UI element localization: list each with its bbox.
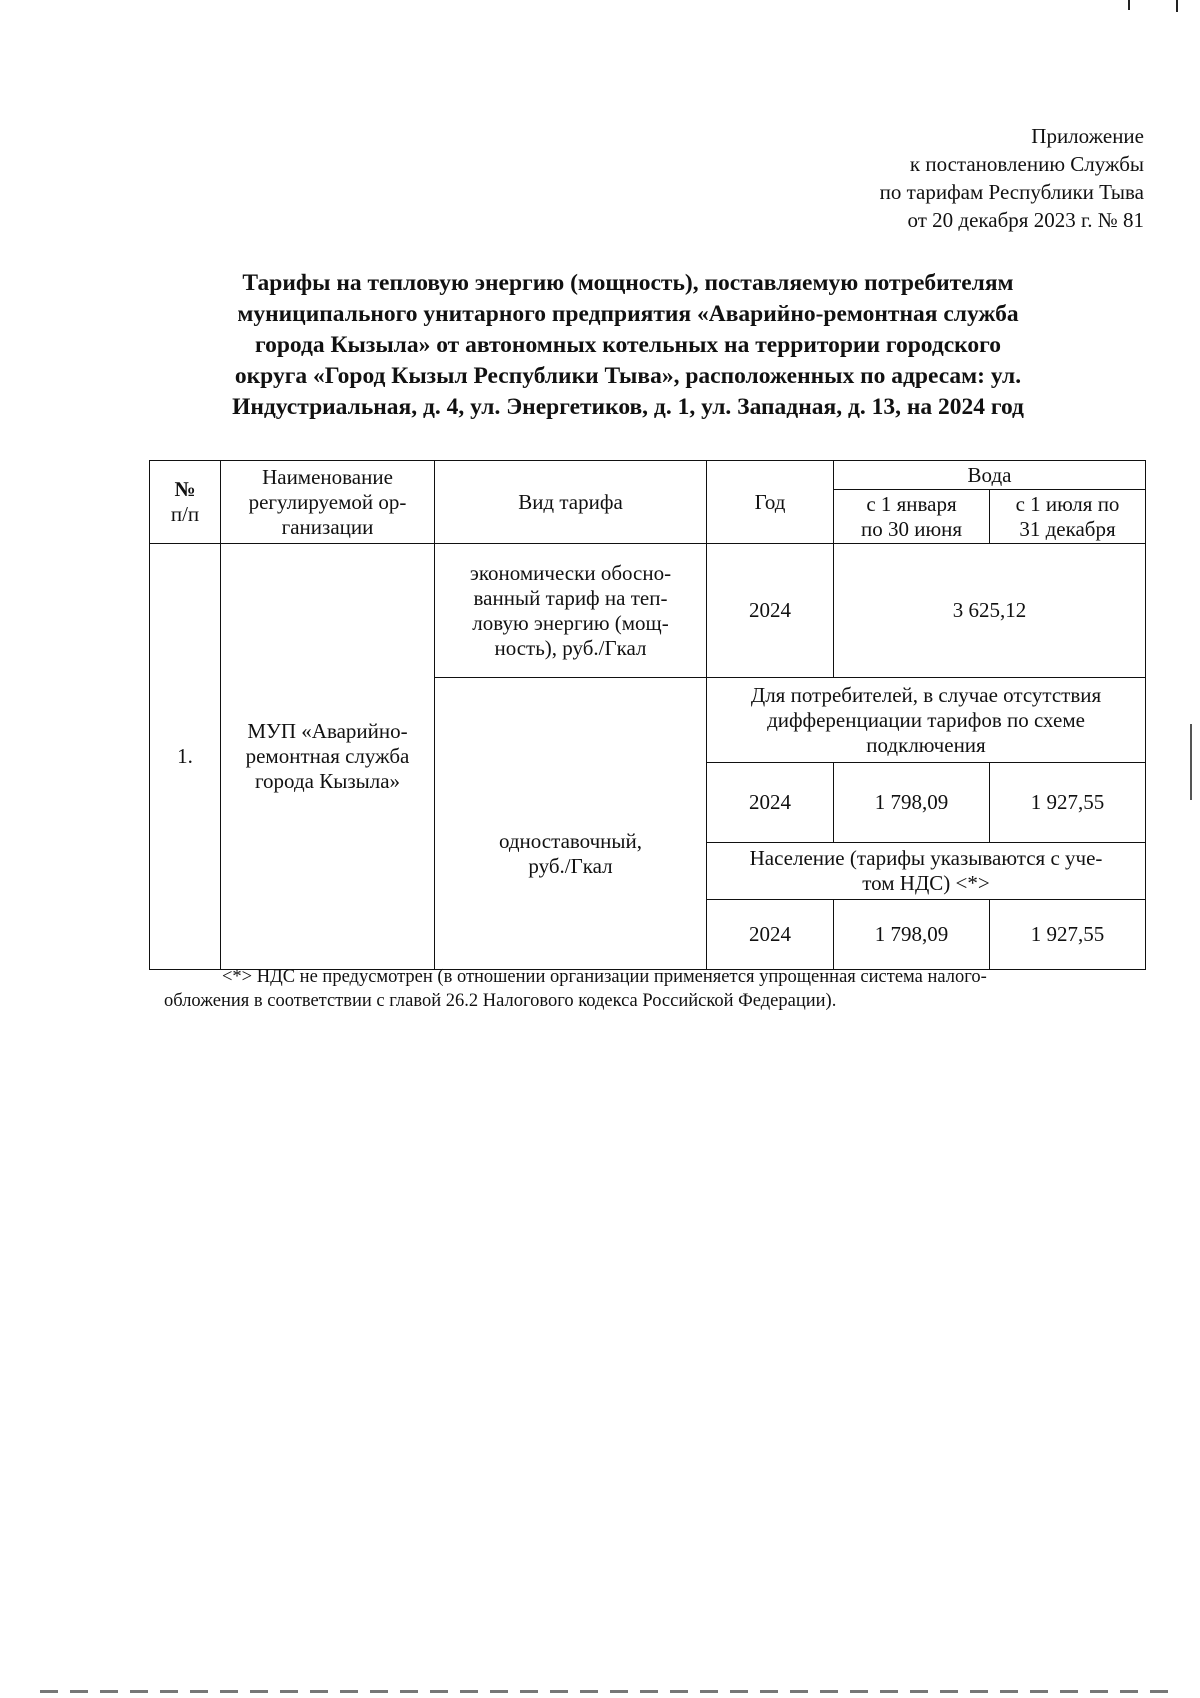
economic-tariff-label xyxy=(435,544,707,678)
title-line: Индустриальная, д. 4, ул. Энергетиков, д. 1, ул. Западная, д. 13, на 2024 год xyxy=(232,394,1024,420)
header-tariff-type: Вид тарифа xyxy=(435,461,707,544)
header-organization-line: ганизации xyxy=(281,514,374,539)
title-line: муниципального унитарного предприятия «Аварийно-ремонтная служба xyxy=(237,301,1019,327)
population-tariff-first-half: 1 798,09 xyxy=(834,900,990,970)
population-year: 2024 xyxy=(707,900,834,970)
appendix-line: от 20 декабря 2023 г. № 81 xyxy=(907,208,1144,232)
consumers-tariff-second-half: 1 927,55 xyxy=(990,763,1146,843)
scan-bottom-edge xyxy=(40,1690,1170,1693)
economic-tariff-line: ловую энергию (мощ- xyxy=(472,610,669,635)
economic-tariff-line: экономически обосно- xyxy=(469,560,672,585)
organization-name-line: МУП «Аварийно- xyxy=(247,719,408,743)
header-number-symbol: № xyxy=(174,477,196,501)
footnote xyxy=(164,965,1144,1013)
economic-tariff-line: ность), руб./Гкал xyxy=(494,635,647,660)
scan-edge-mark xyxy=(1128,0,1130,10)
appendix-line: к постановлению Службы xyxy=(909,152,1144,176)
single-rate-tariff-label xyxy=(435,678,707,970)
appendix-line: Приложение xyxy=(1031,124,1144,148)
header-period-line: по 30 июня xyxy=(860,516,963,541)
header-period-first-half xyxy=(834,490,990,544)
consumers-subheading-line: подключения xyxy=(866,732,986,757)
organization-name-cell xyxy=(221,544,435,970)
economic-tariff-line: ванный тариф на теп- xyxy=(473,585,668,610)
header-number-cell xyxy=(150,461,221,544)
organization-name-line: ремонтная служба xyxy=(245,744,410,768)
organization-name-line: города Кызыла» xyxy=(254,769,401,793)
scan-edge-mark xyxy=(1190,724,1192,800)
economic-tariff-year: 2024 xyxy=(707,544,834,678)
consumers-year: 2024 xyxy=(707,763,834,843)
consumers-subheading-line: дифференциации тарифов по схеме xyxy=(767,707,1085,732)
scan-edge-mark xyxy=(1176,0,1178,12)
header-period-line: с 1 января xyxy=(866,491,957,516)
header-period-line: 31 декабря xyxy=(1019,516,1116,541)
population-subheading-line: Население (тарифы указываются с уче- xyxy=(749,846,1103,870)
footnote-line: <*> НДС не предусмотрен (в отношении организации применяется упрощенная система налого- xyxy=(222,967,987,987)
document-title xyxy=(148,268,1108,423)
economic-tariff-value: 3 625,12 xyxy=(834,544,1146,678)
title-line: Тарифы на тепловую энергию (мощность), поставляемую потребителям xyxy=(242,270,1014,296)
title-line: города Кызыла» от автономных котельных на территории городского xyxy=(255,332,1001,358)
header-period-second-half xyxy=(990,490,1146,544)
title-line: округа «Город Кызыл Республики Тыва», расположенных по адресам: ул. xyxy=(234,363,1022,389)
header-organization-line: регулируемой ор- xyxy=(248,489,407,514)
header-water: Вода xyxy=(834,461,1146,490)
footnote-line: обложения в соответствии с главой 26.2 Налогового кодекса Российской Федерации). xyxy=(164,991,837,1011)
appendix-line: по тарифам Республики Тыва xyxy=(879,180,1144,204)
consumers-tariff-first-half: 1 798,09 xyxy=(834,763,990,843)
header-number-abbr: п/п xyxy=(170,502,200,526)
population-subheading xyxy=(707,843,1146,900)
tariff-table xyxy=(149,460,1146,970)
header-organization-line: Наименование xyxy=(262,464,393,489)
single-rate-tariff-line: одноставочный, xyxy=(498,828,643,853)
consumers-subheading xyxy=(707,678,1146,763)
header-year: Год xyxy=(707,461,834,544)
header-organization-cell xyxy=(221,461,435,544)
header-period-line: с 1 июля по xyxy=(1015,491,1120,516)
single-rate-tariff-line: руб./Гкал xyxy=(528,853,613,878)
population-subheading-line: том НДС) <*> xyxy=(862,871,990,895)
population-tariff-second-half: 1 927,55 xyxy=(990,900,1146,970)
row-number: 1. xyxy=(150,544,221,970)
appendix-header xyxy=(880,122,1144,234)
consumers-subheading-line: Для потребителей, в случае отсутствия xyxy=(750,682,1102,707)
